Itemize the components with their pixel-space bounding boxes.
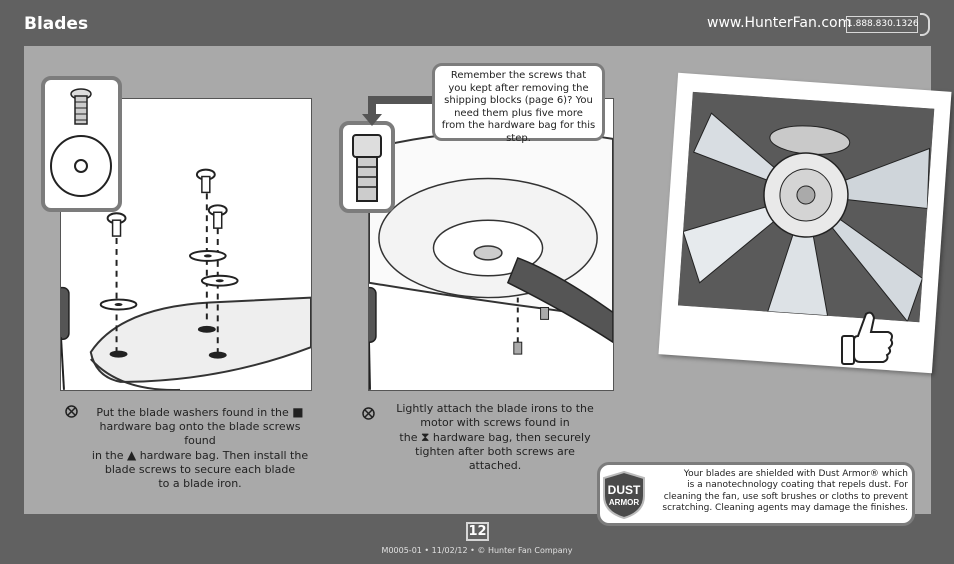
header-phone: 1.888.830.1326	[846, 16, 918, 33]
header-title: Blades	[24, 14, 89, 34]
inset-screw-washer	[41, 76, 122, 212]
square-bag-symbol: ■	[292, 405, 304, 419]
callout-arrow-icon	[360, 92, 440, 126]
step-1-text	[84, 405, 316, 491]
screw-icon	[343, 125, 391, 209]
dust-armor-line-3: cleaning the fan, use soft brushes or cloths to prevent	[663, 491, 908, 502]
fan-photo-frame	[658, 73, 951, 373]
hourglass-bag-symbol: ⧗	[420, 430, 430, 444]
dust-armor-logo-line-1: DUST	[607, 483, 641, 497]
dust-armor-text	[652, 469, 908, 514]
inset-screw	[339, 121, 395, 213]
screw-and-washer-icon	[45, 80, 118, 208]
step-marker-icon	[362, 407, 375, 420]
blade-irons-drawing	[369, 99, 613, 390]
phone-curl-decoration	[920, 13, 930, 36]
header-url[interactable]: www.HunterFan.com	[707, 15, 852, 31]
dust-armor-line-1: Your blades are shielded with Dust Armor® which	[683, 469, 908, 479]
step-2-line-4: tighten after both screws are attached.	[415, 445, 575, 472]
step-1-line-1: Put the blade washers found in the	[96, 406, 293, 419]
dust-armor-shield-icon	[600, 470, 648, 520]
dust-armor-line-4: scratching. Cleaning agents may damage the finishes.	[662, 502, 908, 513]
ceiling-fan-image	[678, 92, 934, 322]
step-2-line-1: Lightly attach the blade irons to the	[396, 402, 594, 415]
dust-armor-line-2: is a nanotechnology coating that repels dust. For	[687, 480, 908, 491]
dust-armor-logo-line-2: ARMOR	[608, 498, 640, 507]
fan-photo	[678, 92, 934, 322]
step-1-line-4: blade screws to secure each blade	[104, 463, 296, 476]
step-1-line-2: hardware bag onto the blade screws found	[99, 420, 301, 447]
step-1-line-3-post: hardware bag. Then install the	[136, 449, 309, 462]
step-2-line-3-pre: the	[399, 431, 421, 444]
thumbs-up-icon	[836, 308, 896, 370]
step-2-line-3-post: hardware bag, then securely	[429, 431, 591, 444]
triangle-bag-symbol: ▲	[126, 448, 137, 462]
page-number: 12	[466, 522, 489, 541]
step-1-line-3-pre: in the	[91, 449, 127, 462]
step-2-line-2: motor with screws found in	[420, 416, 570, 429]
footer-text: M0005-01 • 11/02/12 • © Hunter Fan Company	[381, 546, 573, 555]
illustration-blade-irons	[368, 98, 614, 391]
step-1-line-5: to a blade iron.	[158, 477, 242, 490]
screws-callout: Remember the screws that you kept after removing the shipping blocks (page 6)? You need them plus five more from the hardware bag for this step.	[432, 63, 605, 141]
step-2-text	[388, 402, 602, 473]
step-marker-icon	[65, 405, 78, 418]
